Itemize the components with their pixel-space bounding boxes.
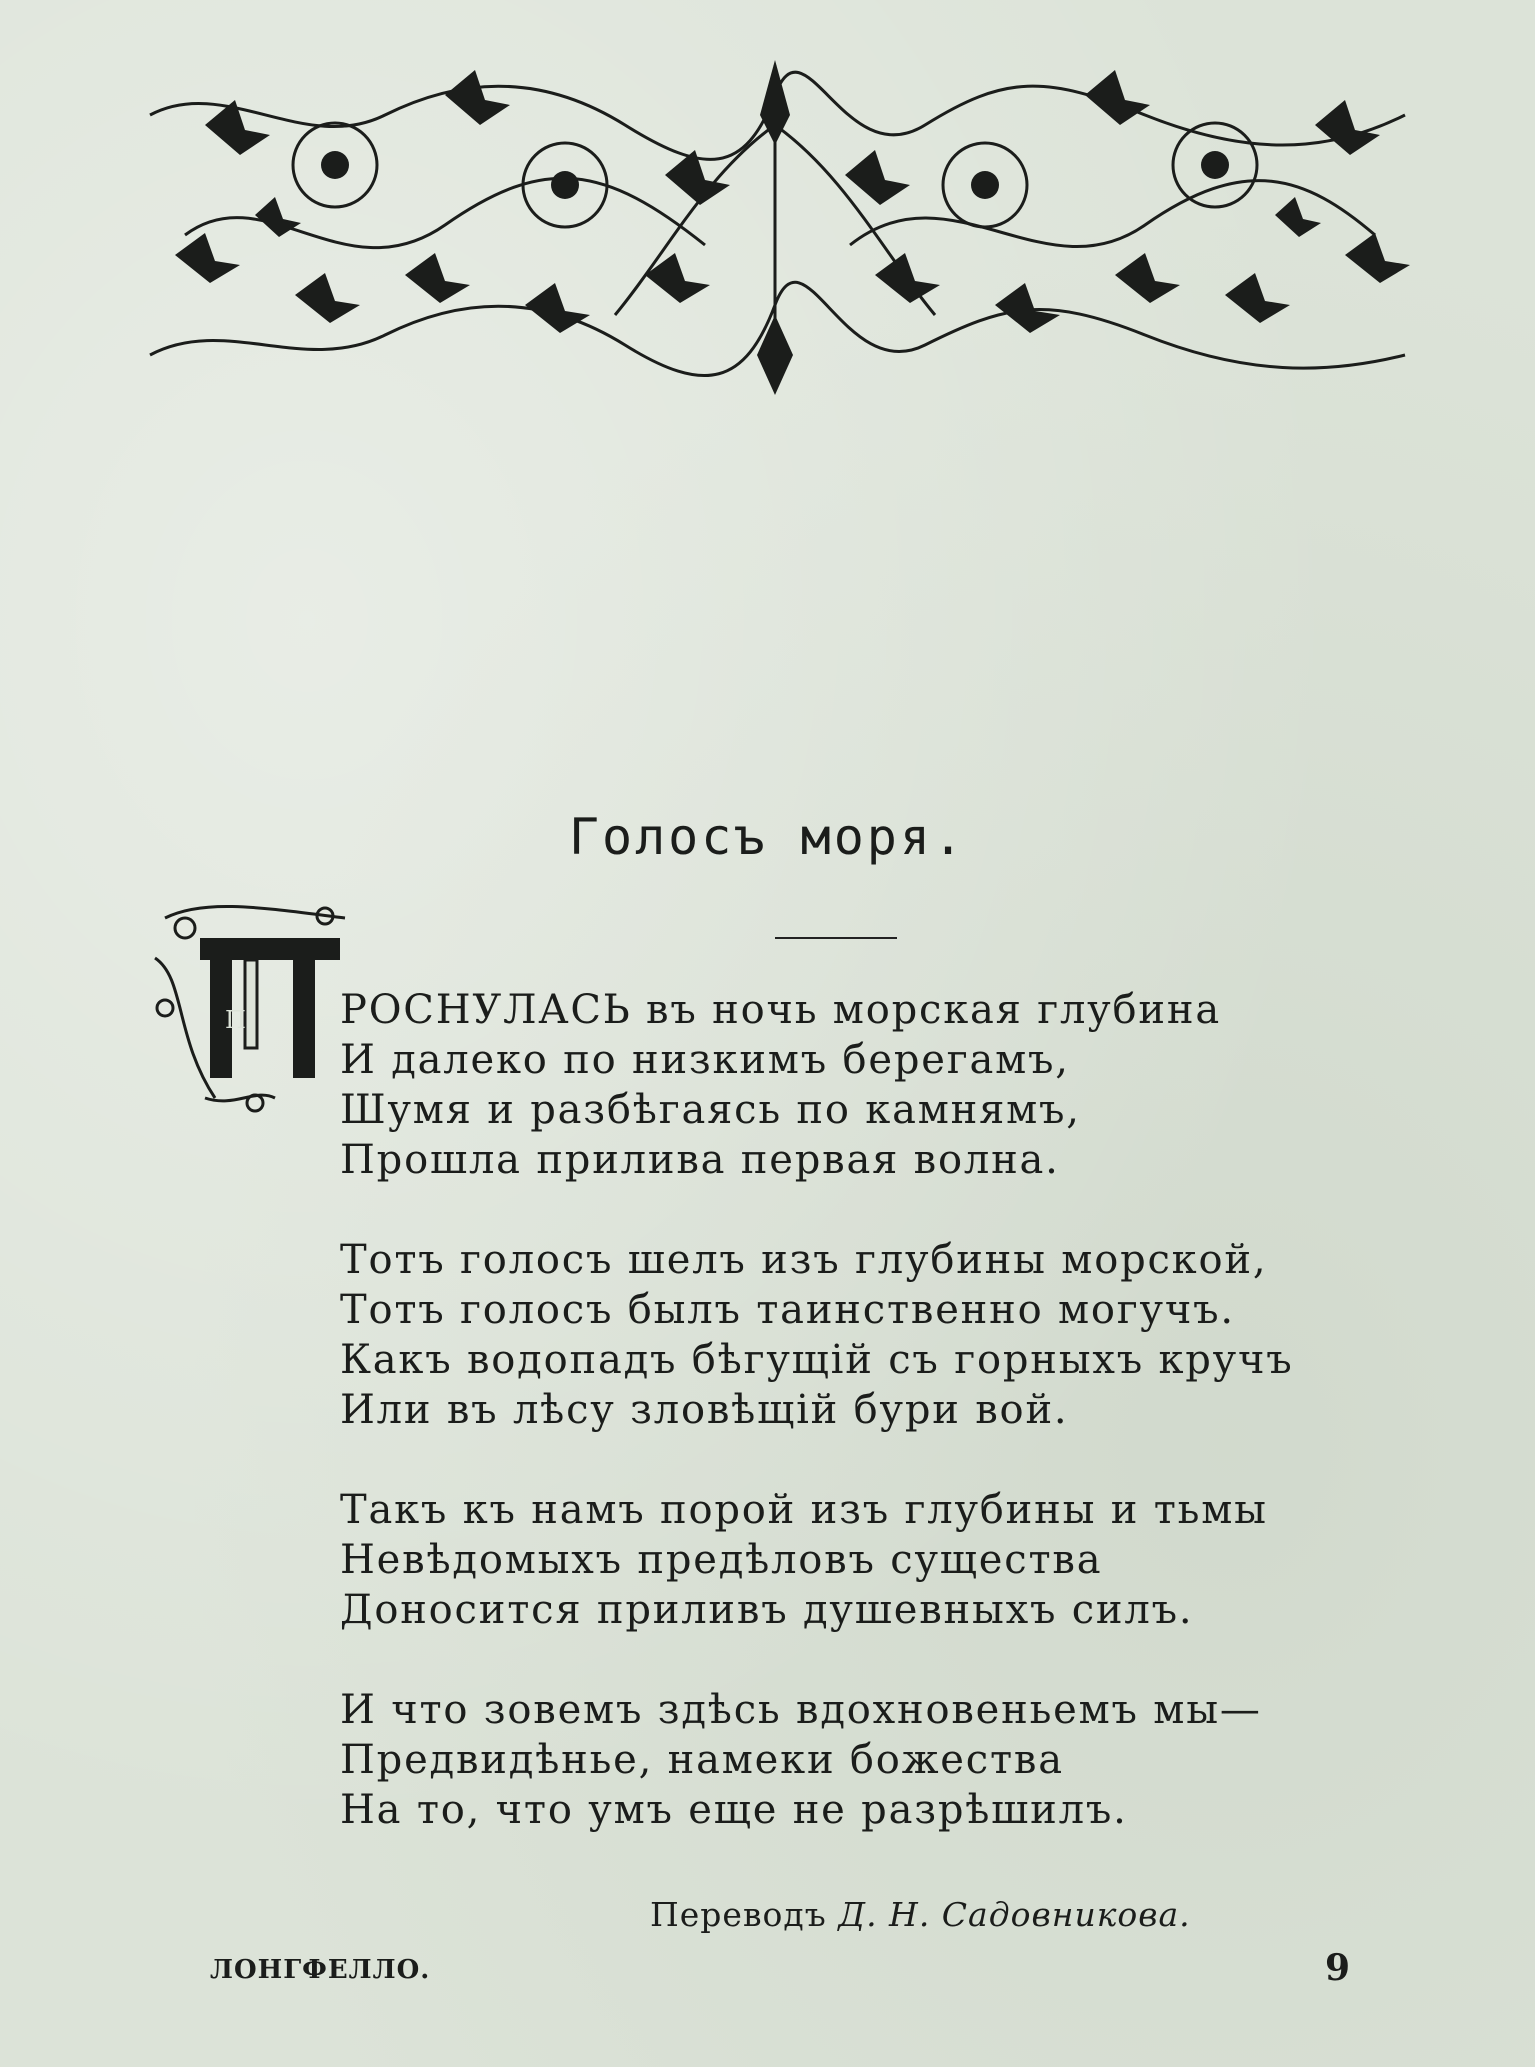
poem-line: Шумя и разбѣгаясь по камнямъ, bbox=[340, 1087, 1081, 1133]
stanza bbox=[340, 1685, 1390, 1835]
floral-headpiece-icon bbox=[145, 55, 1410, 395]
footer-author: ЛОНГФЕЛЛО. bbox=[210, 1955, 431, 1985]
stanza bbox=[340, 1485, 1390, 1635]
poem-line: И далеко по низкимъ берегамъ, bbox=[340, 1037, 1070, 1083]
translator-name: Д. Н. Садовникова. bbox=[838, 1895, 1191, 1934]
poem-line: РОСНУЛАСЬ въ ночь морская глубина bbox=[340, 987, 1221, 1033]
poem-body bbox=[340, 985, 1390, 1885]
poem-title: Голосъ моря. bbox=[568, 808, 967, 866]
poem-line: Или въ лѣсу зловѣщій бури вой. bbox=[340, 1387, 1069, 1433]
dropcap-letter: П bbox=[225, 1006, 246, 1034]
poem-line: Предвидѣнье, намеки божества bbox=[340, 1737, 1064, 1783]
poem-line: Такъ къ намъ порой изъ глубины и тьмы bbox=[340, 1487, 1268, 1533]
title-divider bbox=[775, 937, 897, 939]
poem-line: Какъ водопадъ бѣгущій съ горныхъ кручъ bbox=[340, 1337, 1294, 1383]
stanza bbox=[340, 1235, 1390, 1435]
poem-line: Тотъ голосъ былъ таинственно могучъ. bbox=[340, 1287, 1235, 1333]
poem-line: На то, что умъ еще не разрѣшилъ. bbox=[340, 1787, 1128, 1833]
translator-credit bbox=[650, 1895, 1191, 1934]
page-number: 9 bbox=[1325, 1947, 1351, 1989]
poem-line: Доносится приливъ душевныхъ силъ. bbox=[340, 1587, 1194, 1633]
translator-prefix: Переводъ bbox=[650, 1895, 827, 1934]
poem-line: Невѣдомыхъ предѣловъ существа bbox=[340, 1537, 1103, 1583]
poem-line: И что зовемъ здѣсь вдохновеньемъ мы— bbox=[340, 1687, 1262, 1733]
poem-line: Тотъ голосъ шелъ изъ глубины морской, bbox=[340, 1237, 1268, 1283]
poem-line: Прошла прилива первая волна. bbox=[340, 1137, 1060, 1183]
stanza bbox=[340, 985, 1390, 1185]
